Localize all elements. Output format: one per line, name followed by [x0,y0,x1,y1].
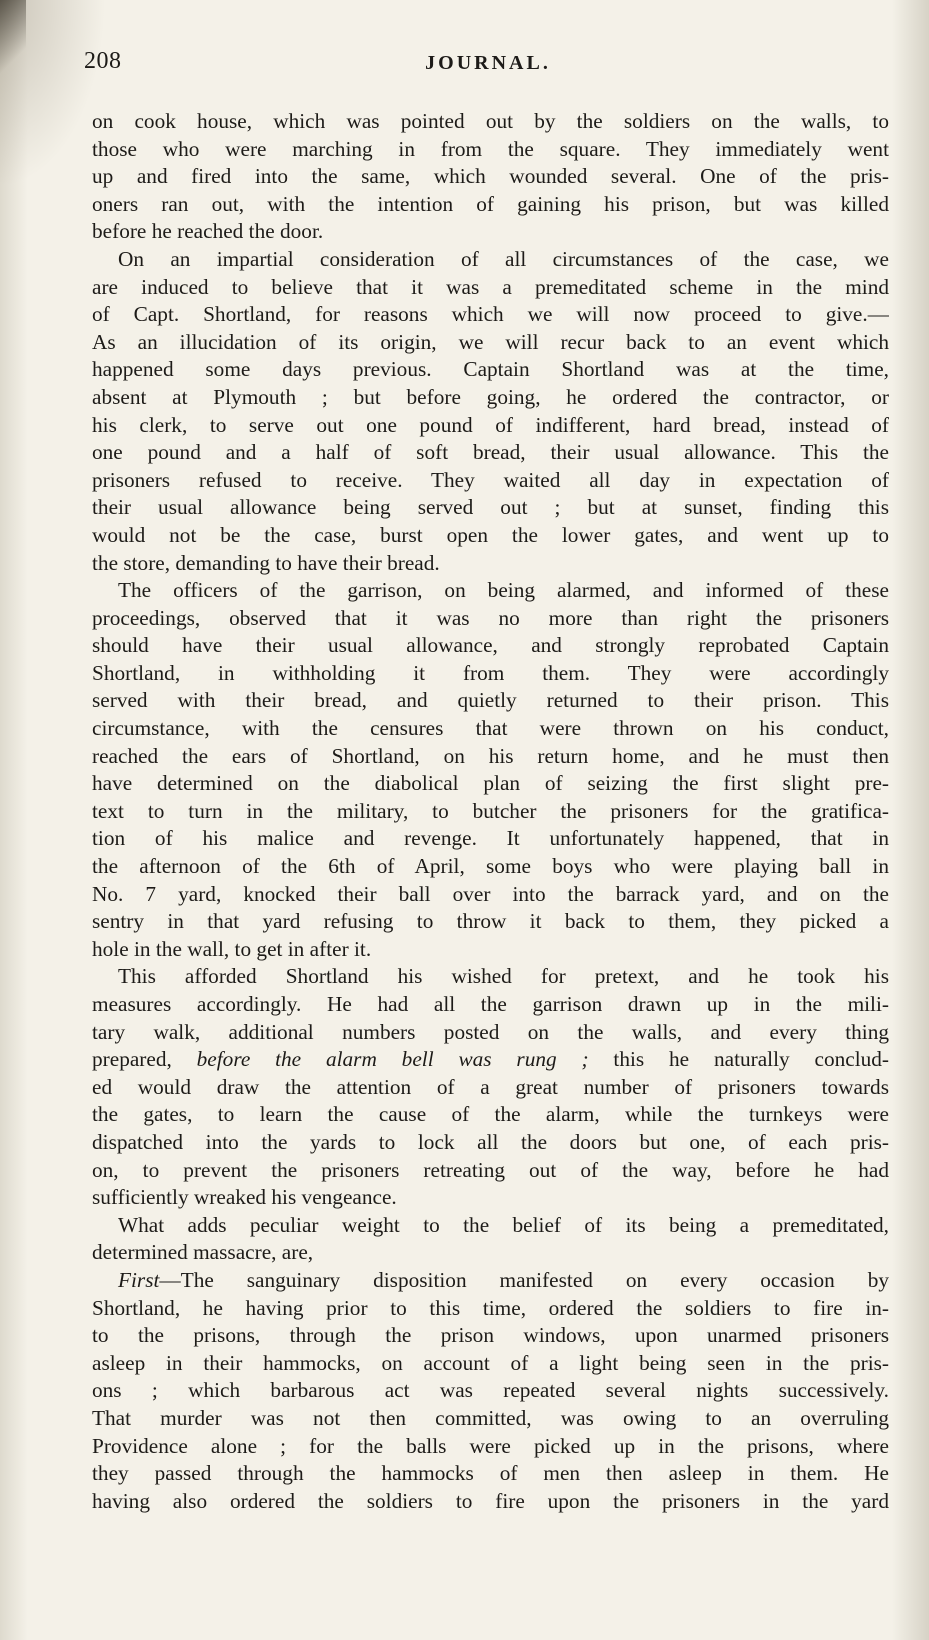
text-line [92,1267,889,1295]
text-line: dispatched into the yards to lock all the doors but one, of each pris- [92,1129,889,1154]
text-line: their usual allowance being served out ; but at sunset, finding this [92,495,889,520]
text-line: oners ran out, with the intention of gaining his prison, but was killed [92,191,889,216]
text-line: ed would draw the attention of a great number of prisoners towards [92,1074,889,1099]
page-number: 208 [84,48,122,74]
text-line: hole in the wall, to get in after it. [92,936,372,961]
text-line: That murder was not then committed, was owing to an overruling [92,1405,889,1430]
text-line: have determined on the diabolical plan of seizing the first slight pre- [92,771,889,796]
text-line: As an illucidation of its origin, we will recur back to an event which [92,329,889,354]
text-line: before he reached the door. [92,219,324,244]
text-line: Shortland, in withholding it from them. They were accordingly [92,660,889,685]
text-line: text to turn in the military, to butcher the prisoners for the gratifica- [92,798,889,823]
text-line: This afforded Shortland his wished for pretext, and he took his [118,964,889,989]
text-line: having also ordered the soldiers to fire upon the prisoners in the yard [92,1488,889,1513]
text-fragment: —The sanguinary disposition manifested on every occasion by [159,1267,889,1292]
text-line: What adds peculiar weight to the belief of its being a premeditated, [118,1212,889,1237]
text-line: ons ; which barbarous act was repeated several nights successively. [92,1378,889,1403]
text-line: On an impartial consideration of all circumstances of the case, we [118,246,889,271]
text-line: circumstance, with the censures that were thrown on his conduct, [92,716,889,741]
text-line: Shortland, he having prior to this time, ordered the soldiers to fire in- [92,1295,889,1320]
text-fragment: prepared, [92,1047,197,1072]
page-header [84,48,892,82]
text-line: tary walk, additional numbers posted on the walls, and every thing [92,1019,889,1044]
text-line: sentry in that yard refusing to throw it back to them, they picked a [92,909,889,934]
text-line: to the prisons, through the prison windows, upon unarmed prisoners [92,1323,889,1348]
running-title: JOURNAL. [425,52,551,74]
text-line: up and fired into the same, which wounded several. One of the pris- [92,164,889,189]
text-line: his clerk, to serve out one pound of indifferent, hard bread, instead of [92,412,889,437]
text-line: reached the ears of Shortland, on his return home, and he must then [92,743,889,768]
page-corner-shadow [0,0,26,80]
italic-phrase: before the alarm bell was rung ; [196,1047,589,1072]
text-line: asleep in their hammocks, on account of a light being seen in the pris- [92,1350,889,1375]
text-line: sufficiently wreaked his vengeance. [92,1185,397,1210]
text-line: the store, demanding to have their bread. [92,550,440,575]
text-line: on, to prevent the prisoners retreating out of the way, before he had [92,1157,889,1182]
text-line: No. 7 yard, knocked their ball over into the barrack yard, and on the [92,881,889,906]
text-line: would not be the case, burst open the lower gates, and went up to [92,522,889,547]
text-line: tion of his malice and revenge. It unfortunately happened, that in [92,826,889,851]
body-text [92,108,889,1515]
text-line: Providence alone ; for the balls were picked up in the prisons, where [92,1433,889,1458]
text-line: absent at Plymouth ; but before going, he ordered the contractor, or [92,384,889,409]
text-line: happened some days previous. Captain Shortland was at the time, [92,357,889,382]
text-line: are induced to believe that it was a premeditated scheme in the mind [92,274,889,299]
text-line: those who were marching in from the square. They immediately went [92,136,889,161]
text-line: prisoners refused to receive. They waited all day in expectation of [92,467,889,492]
text-line: determined massacre, are, [92,1240,314,1265]
text-line: of Capt. Shortland, for reasons which we will now proceed to give.— [92,302,889,327]
italic-phrase: First [118,1267,160,1292]
text-line: they passed through the hammocks of men then asleep in them. He [92,1461,889,1486]
text-fragment: this he naturally conclud- [588,1047,889,1072]
text-line: The officers of the garrison, on being alarmed, and informed of these [118,578,889,603]
text-line: one pound and a half of soft bread, their usual allowance. This the [92,440,889,465]
text-line: proceedings, observed that it was no more than right the prisoners [92,605,889,630]
text-line [92,1046,889,1074]
text-line: should have their usual allowance, and strongly reprobated Captain [92,633,889,658]
text-line: served with their bread, and quietly returned to their prison. This [92,688,889,713]
text-line: on cook house, which was pointed out by the soldiers on the walls, to [92,109,889,133]
text-line: measures accordingly. He had all the garrison drawn up in the mili- [92,992,889,1016]
text-line: the gates, to learn the cause of the alarm, while the turnkeys were [92,1102,889,1127]
text-line: the afternoon of the 6th of April, some boys who were playing ball in [92,854,889,879]
